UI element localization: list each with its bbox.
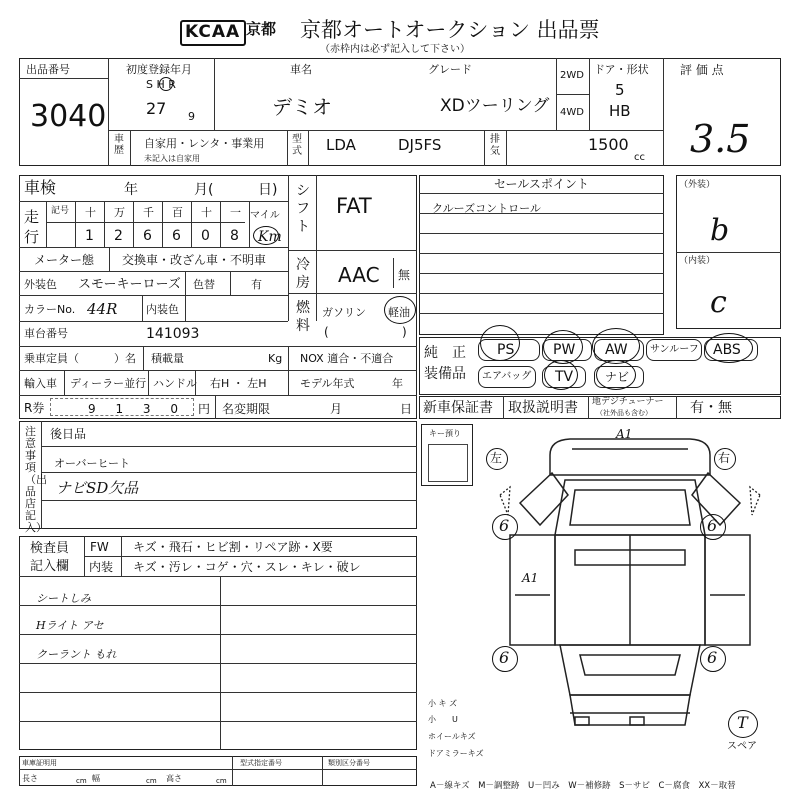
body-type: HB — [609, 102, 631, 120]
history-label: 車歴 — [114, 134, 124, 156]
footer-length: 長さ — [22, 774, 38, 783]
first-reg-label: 初度登録年月 — [126, 63, 192, 76]
interior-grade: c — [710, 285, 727, 320]
notes-rear-label: 後日品 — [50, 427, 87, 441]
equip-aw: AW — [594, 339, 644, 361]
key-label: キー預り — [429, 429, 461, 438]
legend-4: ドアミラーキズ — [428, 749, 484, 758]
capacity-unit: ）名 — [114, 352, 136, 365]
spare-label: スペア — [727, 741, 757, 752]
equip-ps: PS — [478, 339, 540, 361]
mileage-unit-value: Km — [258, 229, 282, 245]
sales-item-1: クルーズコントロール — [432, 202, 541, 215]
sales-block — [419, 175, 664, 335]
capacity-label: 乗車定員（ — [24, 352, 79, 365]
tyre-fl: 6 — [499, 516, 510, 535]
load-unit: Kg — [268, 352, 283, 365]
reg-year: 27 — [146, 99, 167, 118]
page-title: 京都オートオークション 出品票 — [300, 18, 600, 42]
lot-label: 出品番号 — [26, 63, 70, 76]
tyre-rl: 6 — [499, 648, 510, 667]
color-change-value: 有 — [251, 278, 262, 291]
equip-sunroof: サンルーフ — [646, 339, 702, 361]
ac-value: AAC — [338, 263, 380, 287]
mileage-digit-3: 6 — [143, 228, 152, 244]
footer-width: 幅 — [92, 774, 100, 783]
fuel-light: 軽油 — [388, 306, 410, 319]
recycle-yen: 円 — [198, 402, 211, 416]
tyre-fr: 6 — [707, 516, 718, 535]
mileage-unit-6: 一 — [230, 206, 241, 219]
interior-grade-label: （内装） — [679, 256, 716, 266]
reg-month: 9 — [188, 110, 195, 123]
equip-navi: ナビ — [594, 366, 644, 388]
footer-cat-no: 類別区分番号 — [328, 759, 370, 767]
fuel-paren-close: ) — [402, 325, 407, 339]
displacement-unit: cc — [634, 152, 645, 163]
footer-height: 高さ — [166, 774, 182, 783]
model-label: 型式 — [292, 134, 302, 157]
interior-color-label: 内装色 — [146, 303, 179, 316]
lot-number: 3040 — [30, 99, 107, 134]
equipment-label-1: 純 正 — [424, 345, 466, 361]
inspector-fw: FW — [90, 540, 109, 554]
ac-none: 無 — [398, 268, 411, 282]
car-name-label: 車名 — [290, 63, 312, 76]
warranty-manual: 取扱説明書 — [508, 400, 578, 416]
dealer-parallel: ディーラー並行 — [70, 377, 147, 390]
import-label: 輸入車 — [24, 377, 57, 390]
spare-mark: T — [737, 713, 748, 732]
meter-options: 交換車・改ざん車・不明車 — [122, 253, 267, 267]
notes-line-1: オーバーヒート — [54, 457, 131, 470]
mileage-unit-3: 千 — [143, 206, 154, 219]
page-note: （赤枠内は必ず記入して下さい） — [320, 44, 470, 55]
legend-2: 小 U — [428, 715, 458, 724]
inspector-fw-options: キズ・飛石・ヒビ割・リペア跡・X要 — [133, 540, 333, 554]
mileage-digit-4: 6 — [172, 228, 181, 244]
damage-mark-1: A1 — [616, 427, 633, 441]
ext-color-value: スモーキーローズ — [78, 277, 181, 292]
footer-cm-1: cm — [76, 777, 87, 785]
inspector-line-2: Hライト アセ — [36, 619, 104, 632]
model-code: DJ5FS — [398, 136, 442, 154]
inspector-label: 検査員記入欄 — [30, 541, 70, 574]
mileage-unit-5: 十 — [201, 206, 212, 219]
door-label: ドア・形状 — [594, 63, 649, 76]
notes-line-2: ナビSD欠品 — [56, 479, 139, 497]
mileage-label: 走行 — [24, 208, 40, 246]
digi-tuner-label: 地デジチューナー — [592, 397, 664, 407]
damage-mark-2: A1 — [522, 571, 539, 585]
color-change-label: 色替 — [193, 278, 215, 291]
equip-tv: TV — [542, 366, 586, 388]
inspection-year: 年 — [124, 182, 138, 198]
handle-label: ハンドル — [153, 377, 197, 390]
diagram-right: 右 — [718, 451, 731, 465]
inspector-line-3: クーラント もれ — [36, 648, 117, 661]
digi-tuner-note: （社外品も含む） — [596, 409, 652, 417]
inspection-day: 日) — [258, 182, 278, 198]
fuel-paren-open: ( — [324, 325, 329, 339]
model-year-unit: 年 — [392, 377, 403, 390]
logo-city: 京都 — [246, 20, 277, 38]
inspector-line-1: シートしみ — [36, 592, 91, 605]
footer-cert: 車庫証明用 — [22, 759, 57, 767]
digi-yes-no: 有・無 — [690, 400, 732, 416]
grade-label: グレード — [428, 63, 472, 76]
tyre-rr: 6 — [707, 648, 718, 667]
mileage-digit-2: 2 — [114, 228, 123, 244]
mileage-digit-6: 8 — [230, 228, 239, 244]
legend-1: 小 キ ズ — [428, 699, 458, 708]
exterior-grade-label: （外装） — [679, 180, 716, 190]
fuel-label: 燃料 — [296, 300, 310, 334]
inspection-label: 車検 — [24, 178, 57, 197]
load-label: 積載量 — [151, 352, 184, 365]
rating-label: 評 価 点 — [680, 63, 724, 77]
chassis-value: 141093 — [146, 326, 200, 342]
chassis-label: 車台番号 — [24, 327, 68, 340]
displacement-value: 1500 — [588, 135, 629, 154]
logo-text: KCAA — [185, 22, 241, 42]
footer-cm-2: cm — [146, 777, 157, 785]
fuel-gas: ガソリン — [322, 306, 366, 319]
recycle-label: R券 — [24, 401, 45, 415]
grade-value: XDツーリング — [440, 96, 550, 116]
drive-2wd: 2WD — [560, 70, 584, 81]
equip-pw: PW — [542, 339, 592, 361]
sales-label: セールスポイント — [494, 177, 589, 191]
meter-label: メーター態 — [34, 253, 95, 267]
rating-value: 3.5 — [690, 117, 751, 161]
nox-options: NOX 適合・不適合 — [300, 352, 394, 365]
shift-value: FAT — [336, 194, 372, 218]
key-slot — [428, 444, 468, 482]
legend-3: ホイールキズ — [428, 732, 476, 741]
deadline-month: 月 — [330, 402, 343, 416]
mileage-unit-2: 万 — [114, 206, 125, 219]
warranty-new: 新車保証書 — [423, 400, 493, 416]
model-year-label: モデル年式 — [300, 377, 355, 390]
handle-options: 右H ・ 左H — [210, 377, 267, 390]
equip-airbag: エアバッグ — [478, 366, 536, 388]
legend-codes: A－線キズ M－調整跡 U－凹み W－補修跡 S－サビ C－腐食 XX－取替 — [430, 781, 736, 791]
history-note: 未記入は自家用 — [144, 154, 200, 163]
inspector-int-options: キズ・汚レ・コゲ・穴・スレ・キレ・破レ — [133, 560, 361, 574]
deadline-label: 名変期限 — [222, 402, 271, 416]
inspector-int: 内装 — [89, 560, 114, 574]
door-count: 5 — [615, 81, 625, 99]
mileage-unit-label: マイル — [250, 210, 280, 221]
deadline-day: 日 — [400, 402, 413, 416]
car-name: デミオ — [272, 95, 332, 119]
history-options: 自家用・レンタ・事業用 — [144, 137, 265, 150]
era-options: S H R — [146, 78, 176, 91]
mileage-digit-1: 1 — [85, 228, 94, 244]
recycle-amount: 9 1 3 0 — [88, 402, 186, 416]
inspection-month: 月( — [194, 182, 214, 198]
footer-type-no: 型式指定番号 — [240, 759, 282, 767]
notes-label: 注意事項（出品店記入） — [25, 425, 47, 534]
car-diagram — [480, 425, 780, 755]
ext-color-label: 外装色 — [24, 278, 57, 291]
drive-4wd: 4WD — [560, 107, 584, 118]
diagram-left: 左 — [490, 451, 503, 465]
color-no-label: カラーNo. — [24, 303, 76, 316]
mileage-digit-5: 0 — [201, 228, 210, 244]
mileage-code: 記号 — [51, 206, 70, 216]
displacement-label: 排気 — [490, 134, 500, 157]
exterior-grade: b — [710, 213, 730, 248]
logo — [180, 20, 246, 46]
ac-label: 冷房 — [296, 257, 310, 291]
model-prefix: LDA — [326, 136, 356, 154]
footer-cm-3: cm — [216, 777, 227, 785]
mileage-unit-4: 百 — [172, 206, 183, 219]
shift-label: シフト — [296, 183, 310, 235]
equipment-label-2: 装備品 — [424, 366, 466, 382]
mileage-unit-1: 十 — [85, 206, 96, 219]
equip-abs: ABS — [704, 339, 758, 361]
color-no-value: 44R — [87, 300, 118, 318]
